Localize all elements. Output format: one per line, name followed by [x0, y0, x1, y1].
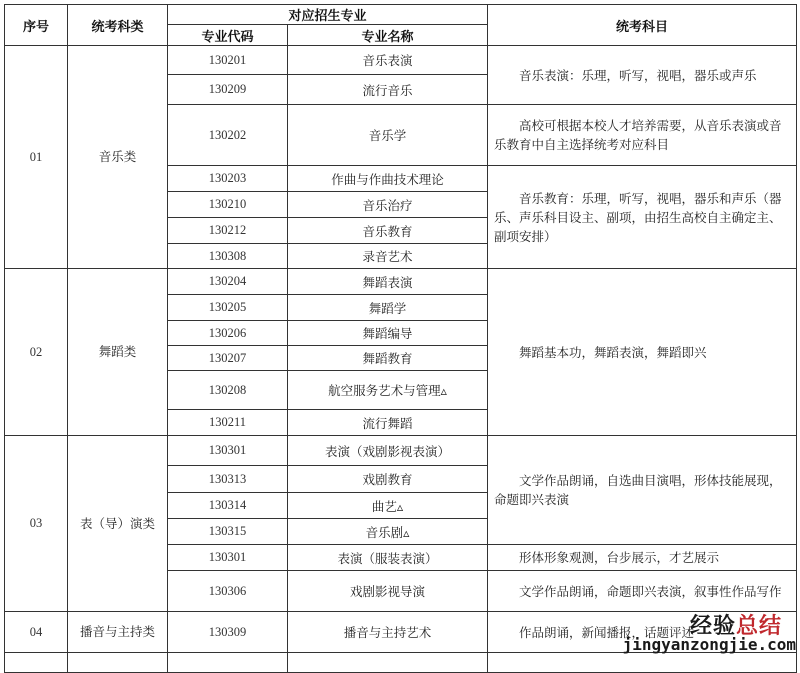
group-category: 播音与主持类	[68, 612, 168, 653]
exam-subjects: 音乐表演：乐理，听写，视唱，器乐或声乐	[488, 46, 797, 105]
major-name: 播音与主持艺术	[288, 612, 488, 653]
major-name: 表演（戏剧影视表演）	[288, 436, 488, 466]
exam-subjects: 作品朗诵，新闻播报，话题评述	[488, 612, 797, 653]
exam-subjects: 舞蹈基本功，舞蹈表演，舞蹈即兴	[488, 269, 797, 436]
group-seq: 04	[5, 612, 68, 653]
major-code: 130308	[168, 244, 288, 269]
major-code: 130206	[168, 321, 288, 346]
major-code: 130315	[168, 519, 288, 545]
major-code: 130201	[168, 46, 288, 75]
major-code: 130211	[168, 410, 288, 436]
table-row	[5, 269, 797, 295]
major-name: 戏剧影视导演	[288, 571, 488, 612]
exam-subjects: 文学作品朗诵，自选曲目演唱，形体技能展现，命题即兴表演	[488, 436, 797, 545]
major-code: 130309	[168, 612, 288, 653]
major-code: 130205	[168, 295, 288, 321]
major-code: 130207	[168, 346, 288, 371]
exam-subjects: 音乐教育：乐理，听写，视唱，器乐和声乐（器乐、声乐科目设主、副项，由招生高校自主确定主、副项安排）	[488, 166, 797, 269]
major-code: 130314	[168, 493, 288, 519]
header-subjects: 统考科目	[488, 5, 797, 46]
major-name: 音乐治疗	[288, 192, 488, 218]
major-code: 130212	[168, 218, 288, 244]
group-seq: 01	[5, 46, 68, 269]
exam-subjects: 文学作品朗诵，命题即兴表演，叙事性作品写作	[488, 571, 797, 612]
major-code: 130203	[168, 166, 288, 192]
watermark-logo-text: 经验总结	[689, 614, 782, 639]
major-name: 航空服务艺术与管理▵	[288, 371, 488, 410]
major-code: 130208	[168, 371, 288, 410]
major-code: 130209	[168, 75, 288, 105]
group-seq: 02	[5, 269, 68, 436]
group-category: 舞蹈类	[68, 269, 168, 436]
major-name: 曲艺▵	[288, 493, 488, 519]
major-code: 130301	[168, 436, 288, 466]
major-name: 音乐剧▵	[288, 519, 488, 545]
site-watermark	[622, 605, 800, 656]
group-seq: 03	[5, 436, 68, 612]
major-name: 舞蹈编导	[288, 321, 488, 346]
major-name: 音乐教育	[288, 218, 488, 244]
header-major-name: 专业名称	[288, 25, 488, 46]
major-code: 130301	[168, 545, 288, 571]
major-name: 流行音乐	[288, 75, 488, 105]
major-name: 舞蹈学	[288, 295, 488, 321]
exam-subjects-table	[4, 4, 797, 673]
major-name: 表演（服装表演）	[288, 545, 488, 571]
major-name: 戏剧教育	[288, 466, 488, 493]
major-code: 130210	[168, 192, 288, 218]
major-code: 130306	[168, 571, 288, 612]
major-name: 舞蹈教育	[288, 346, 488, 371]
major-code: 130204	[168, 269, 288, 295]
watermark-url: jingyanzongjie.com	[622, 635, 796, 654]
major-name: 录音艺术	[288, 244, 488, 269]
header-category: 统考科类	[68, 5, 168, 46]
table-row	[5, 436, 797, 466]
group-category: 音乐类	[68, 46, 168, 269]
header-seq: 序号	[5, 5, 68, 46]
table-row	[5, 46, 797, 75]
major-name: 作曲与作曲技术理论	[288, 166, 488, 192]
group-category: 表（导）演类	[68, 436, 168, 612]
major-code: 130313	[168, 466, 288, 493]
major-name: 流行舞蹈	[288, 410, 488, 436]
major-name: 音乐表演	[288, 46, 488, 75]
major-name: 音乐学	[288, 105, 488, 166]
exam-subjects: 高校可根据本校人才培养需要，从音乐表演或音乐教育中自主选择统考对应科目	[488, 105, 797, 166]
exam-subjects: 形体形象观测，台步展示，才艺展示	[488, 545, 797, 571]
major-name: 舞蹈表演	[288, 269, 488, 295]
header-major-code: 专业代码	[168, 25, 288, 46]
header-major-group: 对应招生专业	[168, 5, 488, 25]
major-code: 130202	[168, 105, 288, 166]
